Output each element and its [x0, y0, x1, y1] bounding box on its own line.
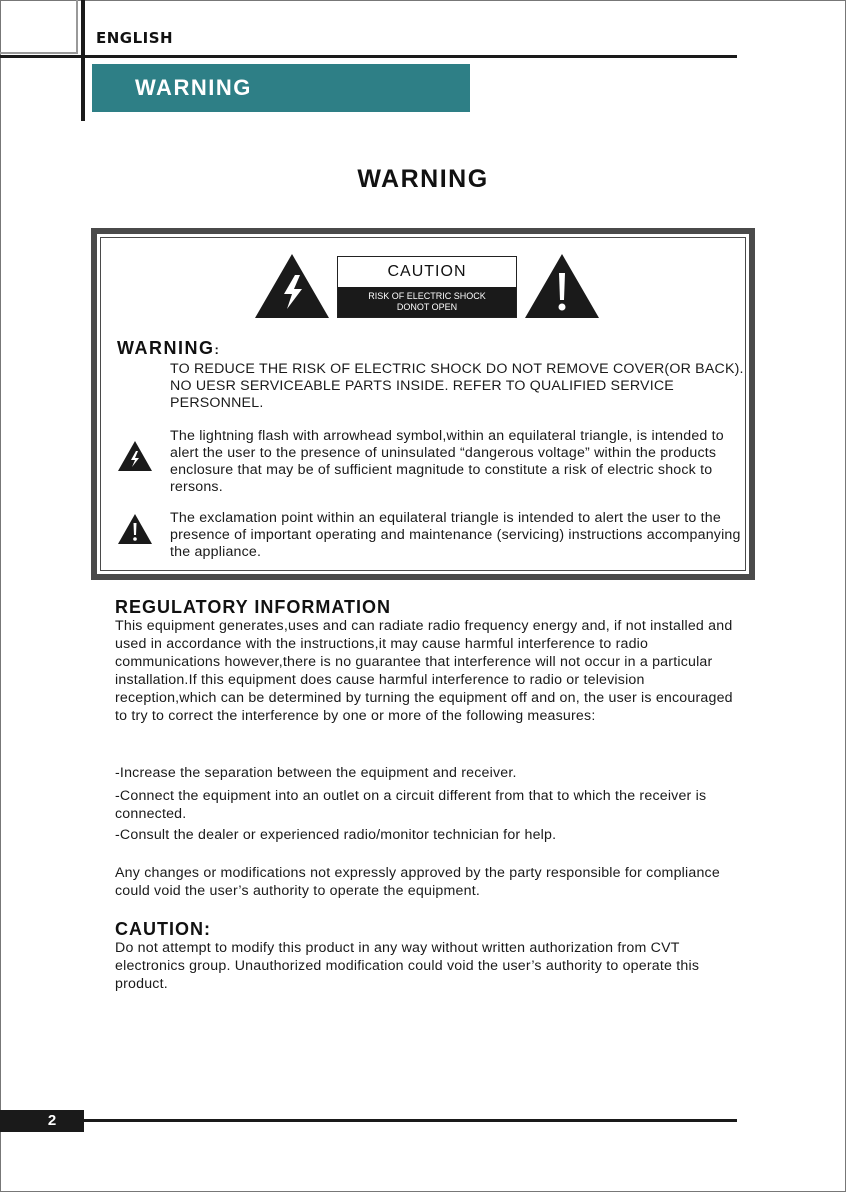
- exclamation-triangle-icon: [524, 253, 600, 319]
- caution-label-title: CAUTION: [387, 263, 467, 280]
- corner-box: [0, 0, 78, 54]
- warning-heading-text: WARNING: [117, 338, 215, 358]
- caution-heading: CAUTION:: [115, 919, 211, 939]
- page-number: 2: [0, 1110, 84, 1132]
- regulatory-heading: REGULATORY INFORMATION: [115, 597, 391, 617]
- measure-item-3: -Consult the dealer or experienced radio/monitor technician for help.: [115, 827, 557, 843]
- warning-paragraph-1: TO REDUCE THE RISK OF ELECTRIC SHOCK DO NOT REMOVE COVER(OR BACK). NO UESR SERVICEABLE PARTS INSIDE. REFER TO QUALIFIED SERVICE PERSONNEL.: [170, 361, 744, 411]
- warning-heading: [117, 338, 219, 359]
- warning-paragraph-3: The exclamation point within an equilateral triangle is intended to alert the user to the presence of important operating and maintenance (servicing) instructions accompanying the appliance.: [170, 510, 741, 560]
- changes-notice: Any changes or modifications not expressly approved by the party responsible for compliance could void the user’s authority to operate the equipment.: [115, 865, 720, 899]
- warning-paragraph-2: The lightning flash with arrowhead symbol,within an equilateral triangle, is intended to alert the user to the presence of uninsulated “dangerous voltage” within the products enclosure that may be of sufficient magnitude to constitute a risk of electric shock to rersons.: [170, 428, 724, 495]
- footer-rule: [84, 1119, 737, 1122]
- caution-body: Do not attempt to modify this product in any way without written authorization from CVT electronics group. Unauthorized modification could void the user’s authority to operate this product.: [115, 940, 700, 992]
- warning-box: [91, 228, 755, 580]
- caution-label: [337, 256, 517, 318]
- lightning-triangle-small-icon: [117, 440, 153, 472]
- exclamation-triangle-small-icon: [117, 513, 153, 545]
- measure-item-1: -Increase the separation between the equipment and receiver.: [115, 765, 517, 781]
- caution-sub-line-1: RISK OF ELECTRIC SHOCK: [368, 291, 486, 301]
- regulatory-body: This equipment generates,uses and can radiate radio frequency energy and, if not installed and used in accordance with the instructions,it may cause harmful interference to radio communications however,there is no guarantee that interference will not occur in a particular installation.If this equipment does cause harmful interference to radio or television reception,which can be determined by turning the equipment off and on, the user is encouraged to try to correct the interference by one or more of the following measures:: [115, 618, 733, 724]
- caution-label-subtext: [338, 287, 516, 317]
- warning-heading-colon: :: [214, 342, 219, 357]
- section-band: WARNING: [92, 64, 470, 112]
- header-rule: [0, 55, 737, 58]
- measure-item-2: -Connect the equipment into an outlet on a circuit different from that to which the receiver is connected.: [115, 788, 707, 822]
- header-vertical-rule: [81, 0, 85, 121]
- caution-sub-line-2: DONOT OPEN: [396, 302, 458, 312]
- language-label: ENGLISH: [96, 29, 174, 47]
- page-title: WARNING: [357, 165, 489, 193]
- lightning-triangle-icon: [254, 253, 330, 319]
- warning-box-inner: [97, 234, 749, 574]
